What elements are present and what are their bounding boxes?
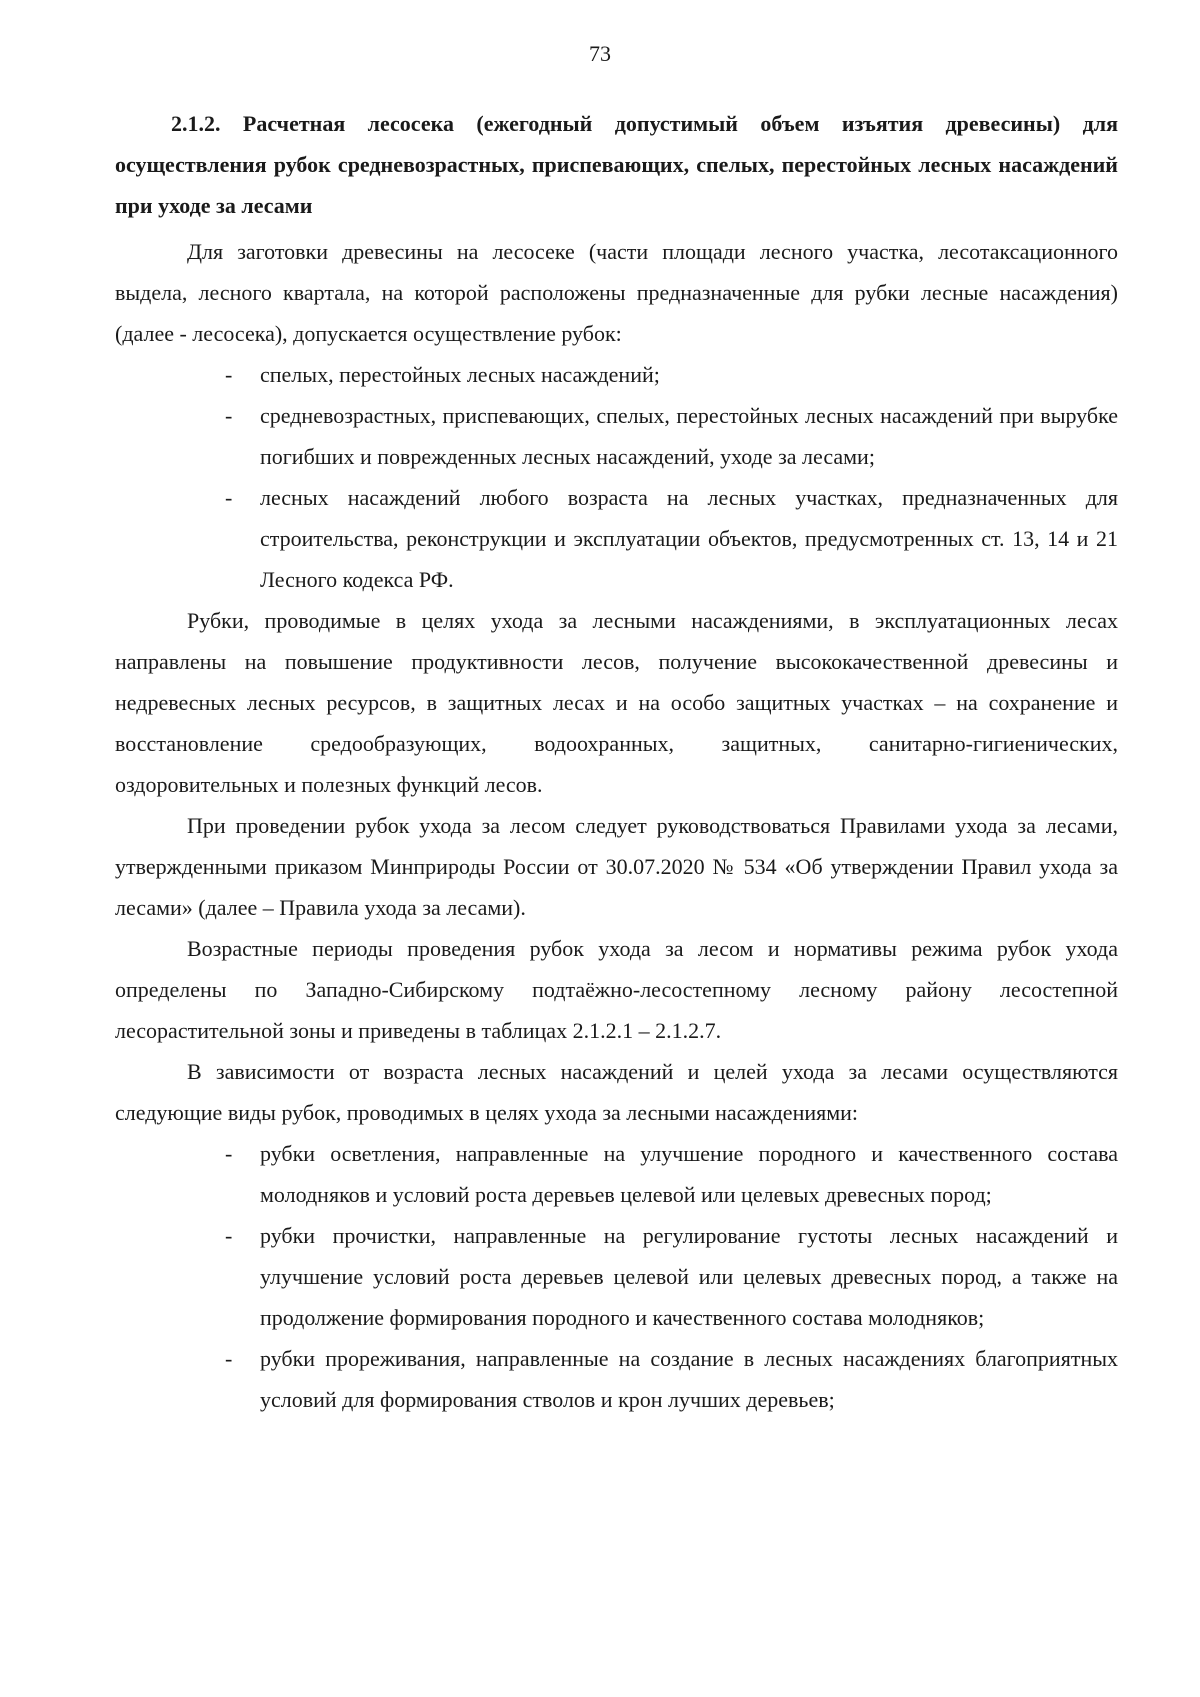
list-item (115, 395, 1118, 477)
felling-types-list (115, 1133, 1118, 1420)
list-item (115, 477, 1118, 600)
list-item-text: рубки осветления, направленные на улучшение породного и качественного состава молодняков и условий роста деревьев целевой или целевых древесных пород; (260, 1141, 1118, 1207)
paragraph-intro: Для заготовки древесины на лесосеке (части площади лесного участка, лесотаксационного выдела, лесного квартала, на которой расположены предназначенные для рубки лесные насаждения) (далее - лесосека), допускается осуществление рубок: (115, 239, 1118, 346)
list-item (115, 1133, 1118, 1215)
paragraph-rules: При проведении рубок ухода за лесом следует руководствоваться Правилами ухода за лесами, утвержденными приказом Минприроды России от 30.07.2020 № 534 «Об утверждении Правил ухода за лесами» (далее – Правила ухода за лесами). (115, 813, 1118, 920)
section-heading: 2.1.2. Расчетная лесосека (ежегодный допустимый объем изъятия древесины) для осуществления рубок средневозрастных, приспевающих, спелых, перестойных лесных насаждений при уходе за лесами (115, 111, 1118, 218)
list-dash: - (225, 1141, 233, 1166)
document-body (115, 103, 1118, 1420)
list-item (115, 354, 1118, 395)
list-item (115, 1338, 1118, 1420)
list-item-text: рубки прореживания, направленные на создание в лесных насаждениях благоприятных условий для формирования стволов и крон лучших деревьев; (260, 1346, 1118, 1412)
list-item-text: лесных насаждений любого возраста на лесных участках, предназначенных для строительства, реконструкции и эксплуатации объектов, предусмотренных ст. 13, 14 и 21 Лесного кодекса РФ. (260, 485, 1118, 592)
list-dash: - (225, 1346, 233, 1371)
list-item-text: спелых, перестойных лесных насаждений; (260, 362, 660, 387)
felling-permitted-list (115, 354, 1118, 600)
list-dash: - (225, 485, 233, 510)
paragraph-types: В зависимости от возраста лесных насаждений и целей ухода за лесами осуществляются следующие виды рубок, проводимых в целях ухода за лесными насаждениями: (115, 1059, 1118, 1125)
paragraph-periods: Возрастные периоды проведения рубок ухода за лесом и нормативы режима рубок ухода определены по Западно-Сибирскому подтаёжно-лесостепному лесному району лесостепной лесорастительной зоны и приведены в таблицах 2.1.2.1 – 2.1.2.7. (115, 936, 1118, 1043)
list-dash: - (225, 403, 233, 428)
list-dash: - (225, 362, 233, 387)
page-number: 73 (589, 41, 611, 66)
list-item (115, 1215, 1118, 1338)
list-dash: - (225, 1223, 233, 1248)
list-item-text: средневозрастных, приспевающих, спелых, перестойных лесных насаждений при вырубке погибших и поврежденных лесных насаждений, уходе за лесами; (260, 403, 1118, 469)
paragraph-purpose: Рубки, проводимые в целях ухода за лесными насаждениями, в эксплуатационных лесах направлены на повышение продуктивности лесов, получение высококачественной древесины и недревесных лесных ресурсов, в защитных лесах и на особо защитных участках – на сохранение и восстановление средообразующих, водоохранных, защитных, санитарно-гигиенических, оздоровительных и полезных функций лесов. (115, 608, 1118, 797)
list-item-text: рубки прочистки, направленные на регулирование густоты лесных насаждений и улучшение условий роста деревьев целевой или целевых древесных пород, а также на продолжение формирования породного и качественного состава молодняков; (260, 1223, 1118, 1330)
